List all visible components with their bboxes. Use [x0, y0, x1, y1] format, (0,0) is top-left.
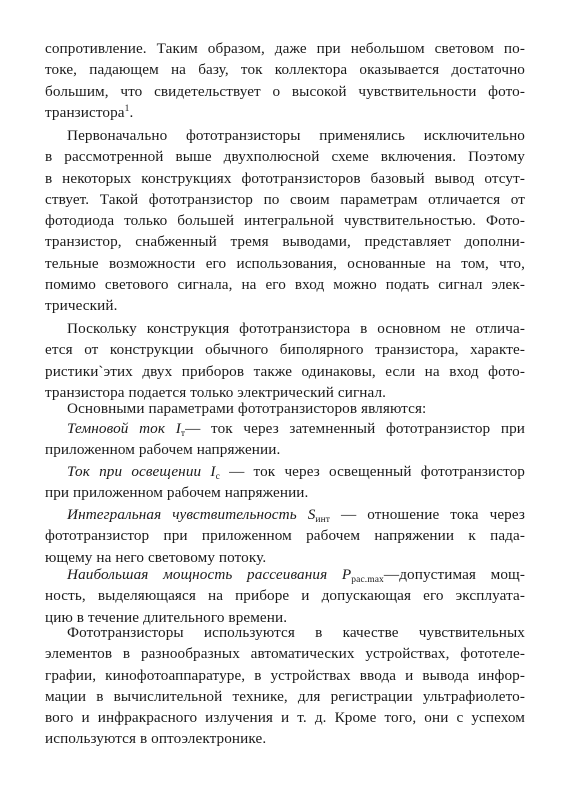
text-fragment: — ток через освещенный фототранзистор: [229, 463, 525, 480]
text-fragment: транзистора: [45, 103, 125, 121]
text-line: трический.: [45, 297, 118, 315]
definition-integral-sensitivity: [45, 504, 525, 568]
text-line: ющему на него световому потоку.: [45, 548, 267, 566]
definition-dark-current: [45, 418, 525, 461]
text-line: помимо светового сигнала, на его вход можно подать сигнал элек-: [45, 276, 525, 294]
text-line: фотодиода только большей интегральной чувствительностью. Фото-: [45, 212, 525, 230]
text-line: ность, выделяющаяся на приборе и допускающая его эксплуата-: [45, 587, 525, 605]
text-line: приложенном рабочем напряжении.: [45, 441, 281, 459]
text-line: элементов в разнообразных автоматических устройствах, фототеле-: [45, 645, 525, 663]
formula-symbol: P: [341, 566, 352, 583]
text-line: Основными параметрами фототранзисторов являются:: [67, 400, 427, 417]
text-line: вого и инфракрасного излучения и т. д. Кроме того, они с успехом: [45, 709, 525, 727]
definition-term: Ток при освещении: [67, 463, 202, 480]
definition-max-power: [45, 564, 525, 628]
text-fragment: —допустимая мощ-: [383, 566, 525, 583]
text-line: тельные возможности его использования, основанные на том, что,: [45, 254, 525, 272]
text-line: [45, 418, 525, 439]
text-line: большим, что свидетельствует о высокой чувствительности фото-: [45, 82, 525, 100]
text-line: токе, падающем на базу, ток коллектора оказывается достаточно: [45, 61, 525, 79]
text-fragment: — отношение тока через: [341, 506, 525, 523]
text-line: Фототранзисторы используются в качестве чувствительных: [67, 624, 525, 641]
definition-term: Интегральная чувствительность: [67, 506, 297, 523]
formula-subscript: рас.max: [351, 575, 384, 585]
text-line: фототранзистор при приложенном рабочем напряжении к пада-: [45, 527, 525, 545]
text-line: графии, кинофотоаппаратуре, в устройствах ввода и вывода инфор-: [45, 666, 525, 684]
paragraph-2: [45, 125, 525, 317]
paragraph-4: [45, 398, 525, 419]
text-line: мации в вычислительной технике, для регистрации ультрафиолето-: [45, 687, 525, 705]
definition-term: Темновой ток: [67, 420, 166, 437]
text-fragment: — ток через затемненный фототранзистор при: [185, 420, 525, 437]
text-line: ристики`этих двух приборов также одинаковы, если на вход фото-: [45, 362, 525, 380]
text-line: транзистор, снабженный тремя выводами, представляет дополни-: [45, 233, 525, 251]
paragraph-1: [45, 38, 525, 123]
paragraph-3: [45, 318, 525, 403]
footnote-marker: 1: [124, 103, 130, 114]
text-line: цию в течение длительного времени.: [45, 608, 288, 626]
formula-symbol: S: [307, 506, 316, 523]
text-line: в некоторых конструкциях фототранзисторов базовый вывод отсут-: [45, 169, 525, 187]
formula-symbol: I: [175, 420, 181, 437]
text-line: ствует. Такой фототранзистор по своим параметрам отличается от: [45, 190, 525, 208]
text-line: ется от конструкции обычного биполярного транзистора, характе-: [45, 341, 525, 359]
text-line: [45, 504, 525, 525]
paragraph-5: [45, 622, 525, 750]
text-line: транзистора подается только электрический сигнал.: [45, 383, 387, 401]
text-line: Первоначально фототранзисторы применялись исключительно: [67, 127, 525, 144]
text-line: сопротивление. Таким образом, даже при небольшом световом по-: [45, 40, 525, 57]
text-line: транзистора$^1$.: [45, 103, 134, 121]
text-line: Поскольку конструкция фототранзистора в основном не отлича-: [67, 320, 525, 337]
text-line: используются в оптоэлектронике.: [45, 730, 267, 748]
text-line: при приложенном рабочем напряжении.: [45, 484, 309, 502]
formula-symbol: I: [210, 463, 216, 480]
formula-subscript: т: [180, 429, 186, 439]
text-line: [45, 461, 525, 482]
formula-subscript: c: [215, 472, 220, 482]
formula-subscript: инт: [315, 515, 331, 525]
text-line: [45, 564, 525, 585]
definition-light-current: [45, 461, 525, 504]
definition-term: Наибольшая мощность рассеивания: [67, 566, 328, 583]
text-line: в рассмотренной выше двухполюсной схеме включения. Поэтому: [45, 148, 525, 166]
